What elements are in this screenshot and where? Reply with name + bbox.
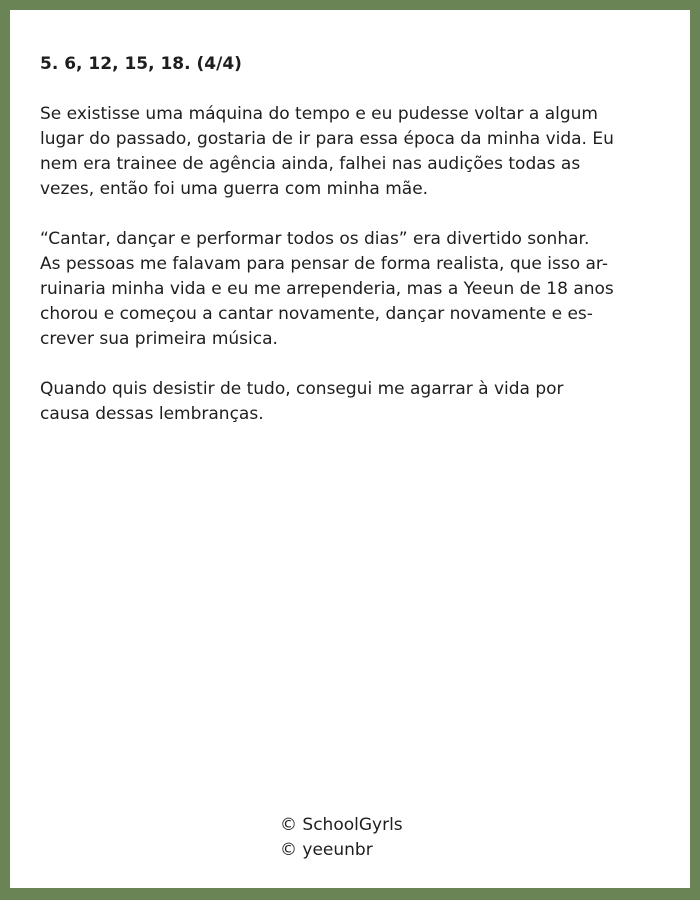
paragraph-1 bbox=[40, 102, 665, 202]
document-body bbox=[40, 52, 665, 452]
page bbox=[10, 10, 690, 888]
text-line: “Cantar, dançar e performar todos os dias” era divertido sonhar. bbox=[40, 229, 590, 249]
document-title: 5. 6, 12, 15, 18. (4/4) bbox=[40, 54, 242, 74]
text-line: vezes, então foi uma guerra com minha mãe. bbox=[40, 179, 429, 199]
text-line: crever sua primeira música. bbox=[40, 329, 278, 349]
text-line: Se existisse uma máquina do tempo e eu pudesse voltar a algum bbox=[40, 104, 598, 124]
text-line: ruinaria minha vida e eu me arrependeria, mas a Yeeun de 18 anos bbox=[40, 279, 614, 299]
paragraph-2 bbox=[40, 227, 665, 352]
credits bbox=[280, 813, 403, 863]
credit-line-schoolgyrls: © SchoolGyrls bbox=[280, 815, 403, 835]
text-line: nem era trainee de agência ainda, falhei nas audições todas as bbox=[40, 154, 581, 174]
text-line: As pessoas me falavam para pensar de forma realista, que isso ar- bbox=[40, 254, 608, 274]
paragraph-3 bbox=[40, 377, 665, 427]
text-line: lugar do passado, gostaria de ir para essa época da minha vida. Eu bbox=[40, 129, 614, 149]
text-line: causa dessas lembranças. bbox=[40, 404, 264, 424]
credit-line-yeeunbr: © yeeunbr bbox=[280, 840, 373, 860]
text-line: Quando quis desistir de tudo, consegui me agarrar à vida por bbox=[40, 379, 564, 399]
text-line: chorou e começou a cantar novamente, dançar novamente e es- bbox=[40, 304, 593, 324]
